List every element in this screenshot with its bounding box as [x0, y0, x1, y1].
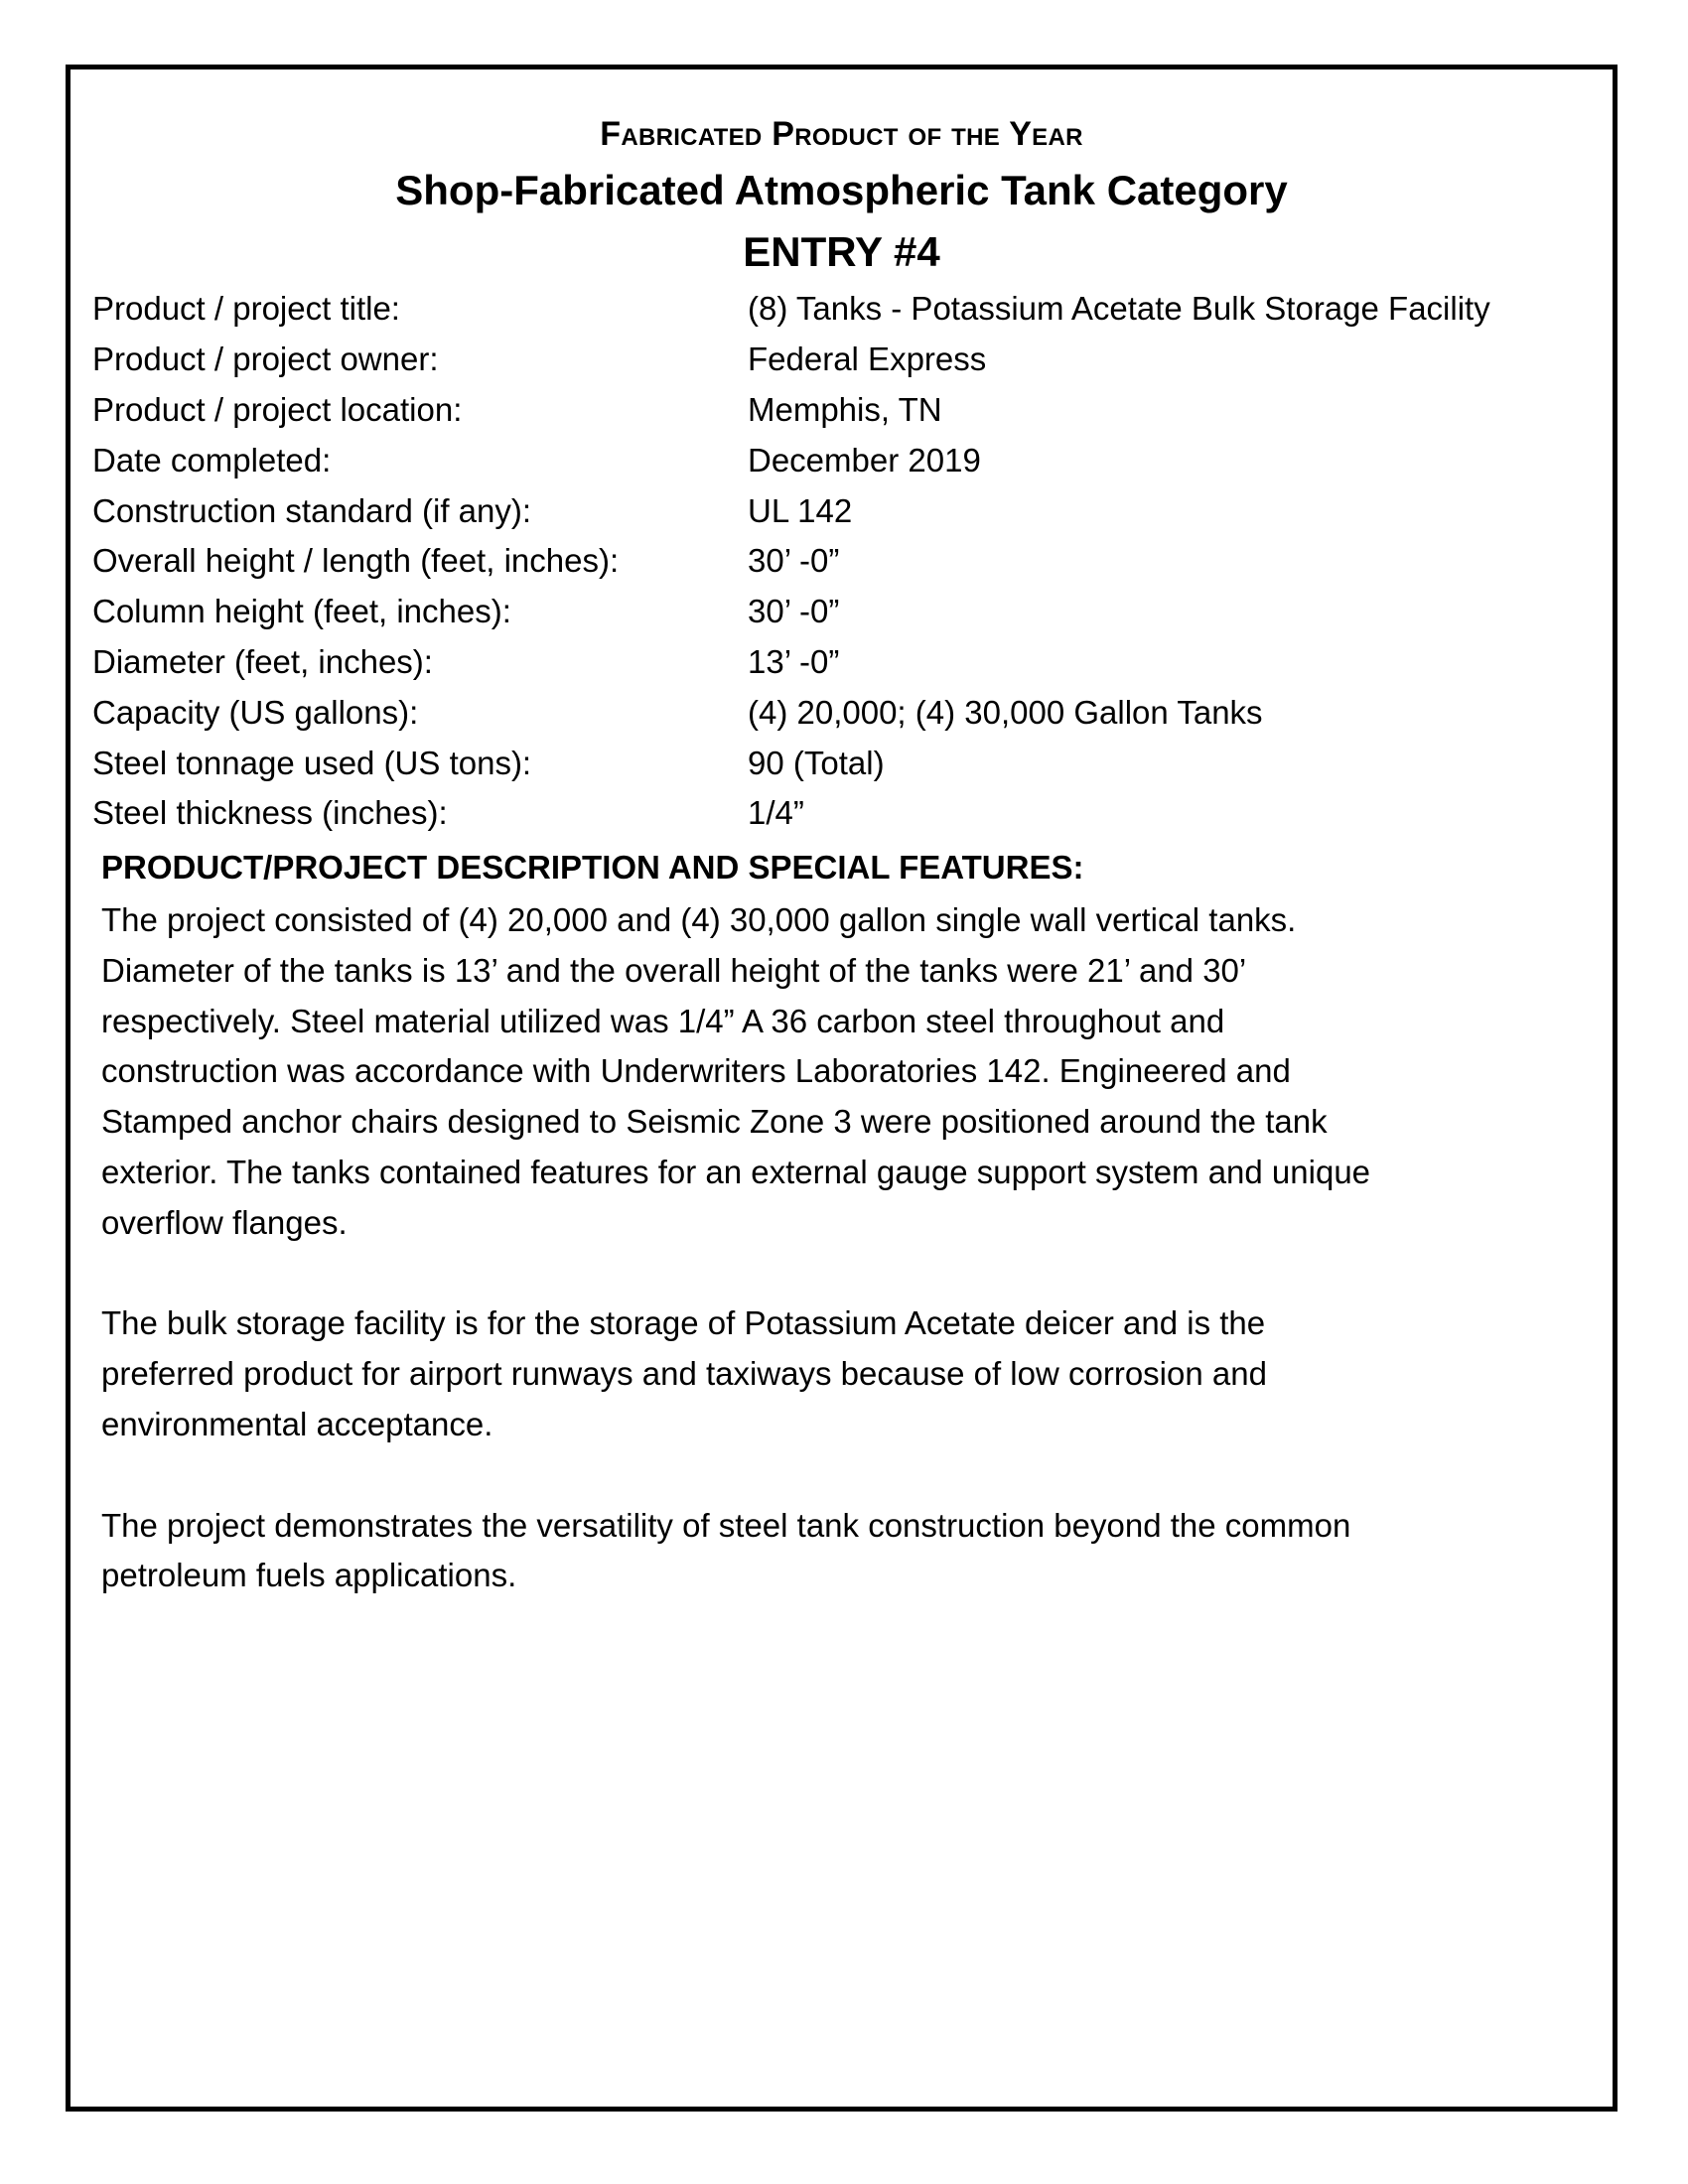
description-body	[101, 895, 1591, 1601]
description-line: environmental acceptance.	[101, 1405, 493, 1442]
field-label: Date completed:	[92, 441, 332, 478]
field-value: (4) 20,000; (4) 30,000 Gallon Tanks	[748, 693, 1263, 731]
paragraph-spacer	[101, 1450, 1591, 1501]
description-line: The bulk storage facility is for the storage of Potassium Acetate deicer and is the	[101, 1304, 1266, 1342]
field-value: December 2019	[748, 441, 981, 478]
field-label: Diameter (feet, inches):	[92, 642, 433, 680]
description-line: construction was accordance with Underwriters Laboratories 142. Engineered and	[101, 1052, 1291, 1090]
field-value: 13’ -0”	[748, 642, 840, 680]
description-paragraph	[101, 1501, 1591, 1602]
description-paragraph	[101, 895, 1591, 1249]
category-title: Shop-Fabricated Atmospheric Tank Category	[395, 167, 1288, 213]
field-row-owner	[92, 335, 1602, 385]
field-value: 30’ -0”	[748, 593, 840, 630]
description-line: petroleum fuels applications.	[101, 1557, 517, 1594]
field-value: 30’ -0”	[748, 542, 840, 580]
field-label: Construction standard (if any):	[92, 491, 532, 529]
project-fields	[92, 284, 1602, 839]
field-row-location	[92, 385, 1602, 436]
award-title: Fabricated Product of the Year	[600, 115, 1083, 153]
field-label: Steel thickness (inches):	[92, 794, 448, 832]
field-row-column-height	[92, 587, 1602, 637]
field-value: Memphis, TN	[748, 390, 942, 428]
field-label: Steel tonnage used (US tons):	[92, 744, 532, 781]
field-value: 1/4”	[748, 794, 804, 832]
field-label: Capacity (US gallons):	[92, 693, 419, 731]
description-line: overflow flanges.	[101, 1203, 348, 1241]
field-row-construction-standard	[92, 485, 1602, 536]
description-line: preferred product for airport runways and taxiways because of low corrosion and	[101, 1355, 1267, 1393]
description-line: exterior. The tanks contained features for an external gauge support system and unique	[101, 1153, 1371, 1190]
description-line: Diameter of the tanks is 13’ and the overall height of the tanks were 21’ and 30’	[101, 951, 1247, 989]
field-label: Product / project location:	[92, 390, 463, 428]
document-frame	[66, 65, 1618, 2112]
field-row-diameter	[92, 637, 1602, 688]
entry-number: ENTRY #4	[743, 228, 940, 275]
field-value: (8) Tanks - Potassium Acetate Bulk Storage Facility	[748, 290, 1490, 328]
field-row-capacity	[92, 687, 1602, 738]
description-heading: PRODUCT/PROJECT DESCRIPTION AND SPECIAL FEATURES:	[101, 849, 1084, 886]
field-label: Overall height / length (feet, inches):	[92, 542, 620, 580]
field-row-title	[92, 284, 1602, 335]
field-label: Product / project owner:	[92, 341, 439, 378]
description-line: respectively. Steel material utilized was 1/4” A 36 carbon steel throughout and	[101, 1002, 1225, 1039]
field-row-steel-tonnage	[92, 738, 1602, 788]
description-paragraph	[101, 1298, 1591, 1449]
field-row-overall-height	[92, 536, 1602, 587]
paragraph-spacer	[101, 1249, 1591, 1299]
field-value: 90 (Total)	[748, 744, 885, 781]
description-line: The project demonstrates the versatility of steel tank construction beyond the common	[101, 1506, 1351, 1544]
description-line: Stamped anchor chairs designed to Seismic Zone 3 were positioned around the tank	[101, 1103, 1328, 1141]
field-value: UL 142	[748, 491, 853, 529]
field-label: Product / project title:	[92, 290, 400, 328]
field-value: Federal Express	[748, 341, 987, 378]
field-row-steel-thickness	[92, 788, 1602, 839]
field-row-date-completed	[92, 435, 1602, 485]
description-line: The project consisted of (4) 20,000 and (4) 30,000 gallon single wall vertical tanks.	[101, 901, 1297, 938]
field-label: Column height (feet, inches):	[92, 593, 511, 630]
